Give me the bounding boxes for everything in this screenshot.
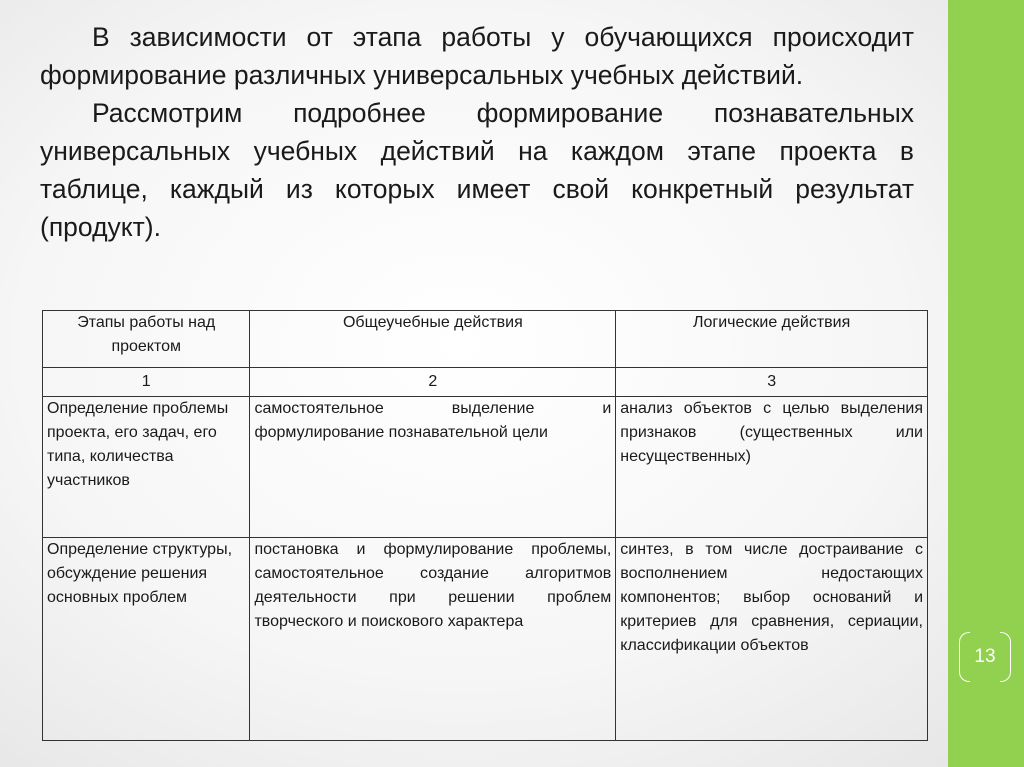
table-header-row: [43, 311, 928, 368]
page-number: 13: [953, 628, 1017, 686]
intro-text: [40, 18, 914, 246]
row-2-general: постановка и формулирование проблемы, самостоятельное создание алгоритмов деятельности при решении проблем творческого и поискового характера: [250, 538, 616, 741]
project-stages-table: [42, 310, 928, 741]
column-number-row: [43, 368, 928, 397]
row-1-stage: Определение проблемы проекта, его задач, его типа, количества участников: [43, 397, 250, 538]
row-1-general: самостоятельное выделение и формулирование познавательной цели: [250, 397, 616, 538]
header-logical-actions: Логические действия: [616, 311, 928, 368]
intro-paragraph-2: Рассмотрим подробнее формирование познавательных универсальных учебных действий на каждом этапе проекта в таблице, каждый из которых имеет свой конкретный результат (продукт).: [40, 98, 914, 242]
row-2-logical: синтез, в том числе достраивание с восполнением недостающих компонентов; выбор оснований и критериев для сравнения, сериации, классификации объектов: [616, 538, 928, 741]
header-general-actions: Общеучебные действия: [250, 311, 616, 368]
table-row: [43, 397, 928, 538]
header-stages: Этапы работы над проектом: [43, 311, 250, 368]
row-1-logical: анализ объектов с целью выделения признаков (существенных или несущественных): [616, 397, 928, 538]
table-row: [43, 538, 928, 741]
column-number-3: 3: [616, 368, 928, 397]
column-number-1: 1: [43, 368, 250, 397]
intro-paragraph-1: В зависимости от этапа работы у обучающихся происходит формирование различных универсальных учебных действий.: [40, 22, 914, 90]
row-2-stage: Определение структуры, обсуждение решения основных проблем: [43, 538, 250, 741]
column-number-2: 2: [250, 368, 616, 397]
